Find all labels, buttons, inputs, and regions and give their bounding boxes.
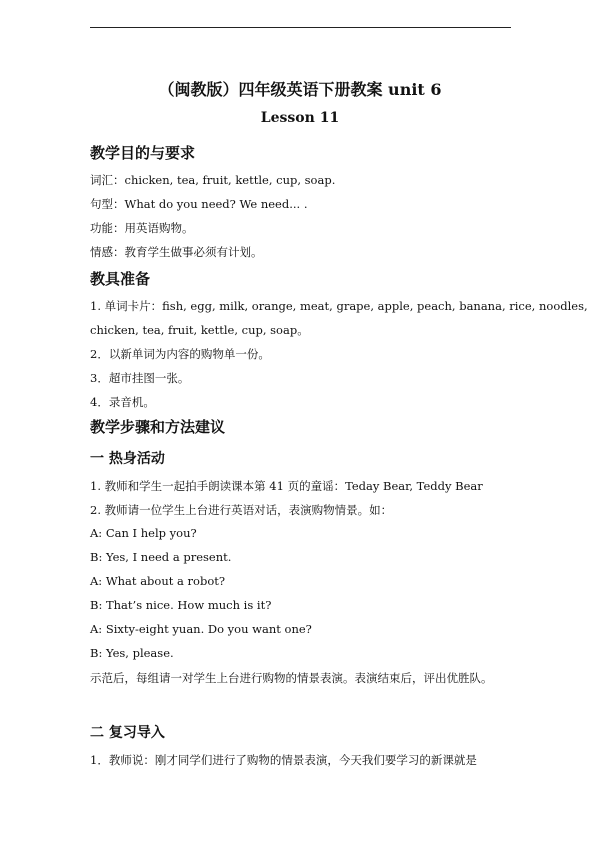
dialogue-line: A: What about a robot? [90, 574, 226, 588]
section-heading-materials: 教具准备 [90, 270, 151, 288]
subsection-heading-review: 二 复习导入 [90, 725, 165, 741]
materials-line: 1. 单词卡片：fish, egg, milk, orange, meat, grape, apple, peach, banana, rice, noodles, [90, 299, 588, 313]
materials-line: 4．录音机。 [90, 395, 155, 409]
section-heading-goals: 教学目的与要求 [90, 144, 196, 162]
document-title: （闽教版）四年级英语下册教案 unit 6 [158, 80, 442, 99]
goals-line: 词汇：chicken, tea, fruit, kettle, cup, soap. [90, 173, 336, 187]
materials-line: 3．超市挂图一张。 [90, 371, 190, 385]
warmup-line: 示范后，每组请一对学生上台进行购物的情景表演。表演结束后，评出优胜队。 [90, 671, 493, 685]
goals-line: 句型：What do you need? We need... . [90, 197, 308, 211]
review-line: 1．教师说：刚才同学们进行了购物的情景表演，今天我们要学习的新课就是 [90, 753, 477, 767]
dialogue-line: A: Can I help you? [90, 526, 197, 540]
goals-line: 情感：教育学生做事必须有计划。 [90, 245, 263, 259]
goals-line: 功能：用英语购物。 [90, 221, 194, 235]
materials-line: chicken, tea, fruit, kettle, cup, soap。 [90, 323, 309, 337]
lesson-title: Lesson 11 [260, 110, 340, 126]
dialogue-line: B: Yes, please. [90, 646, 174, 660]
dialogue-line: B: That’s nice. How much is it? [90, 598, 272, 612]
dialogue-line: A: Sixty-eight yuan. Do you want one? [90, 622, 312, 636]
warmup-line: 1. 教师和学生一起拍手朗读课本第 41 页的童谣：Teday Bear, Teddy Bear [90, 479, 483, 493]
warmup-line: 2. 教师请一位学生上台进行英语对话，表演购物情景。如： [90, 503, 393, 517]
subsection-heading-warmup: 一 热身活动 [90, 451, 165, 467]
header-rule [90, 27, 511, 28]
section-heading-steps: 教学步骤和方法建议 [90, 418, 226, 436]
dialogue-line: B: Yes, I need a present. [90, 550, 232, 564]
materials-line: 2．以新单词为内容的购物单一份。 [90, 347, 270, 361]
